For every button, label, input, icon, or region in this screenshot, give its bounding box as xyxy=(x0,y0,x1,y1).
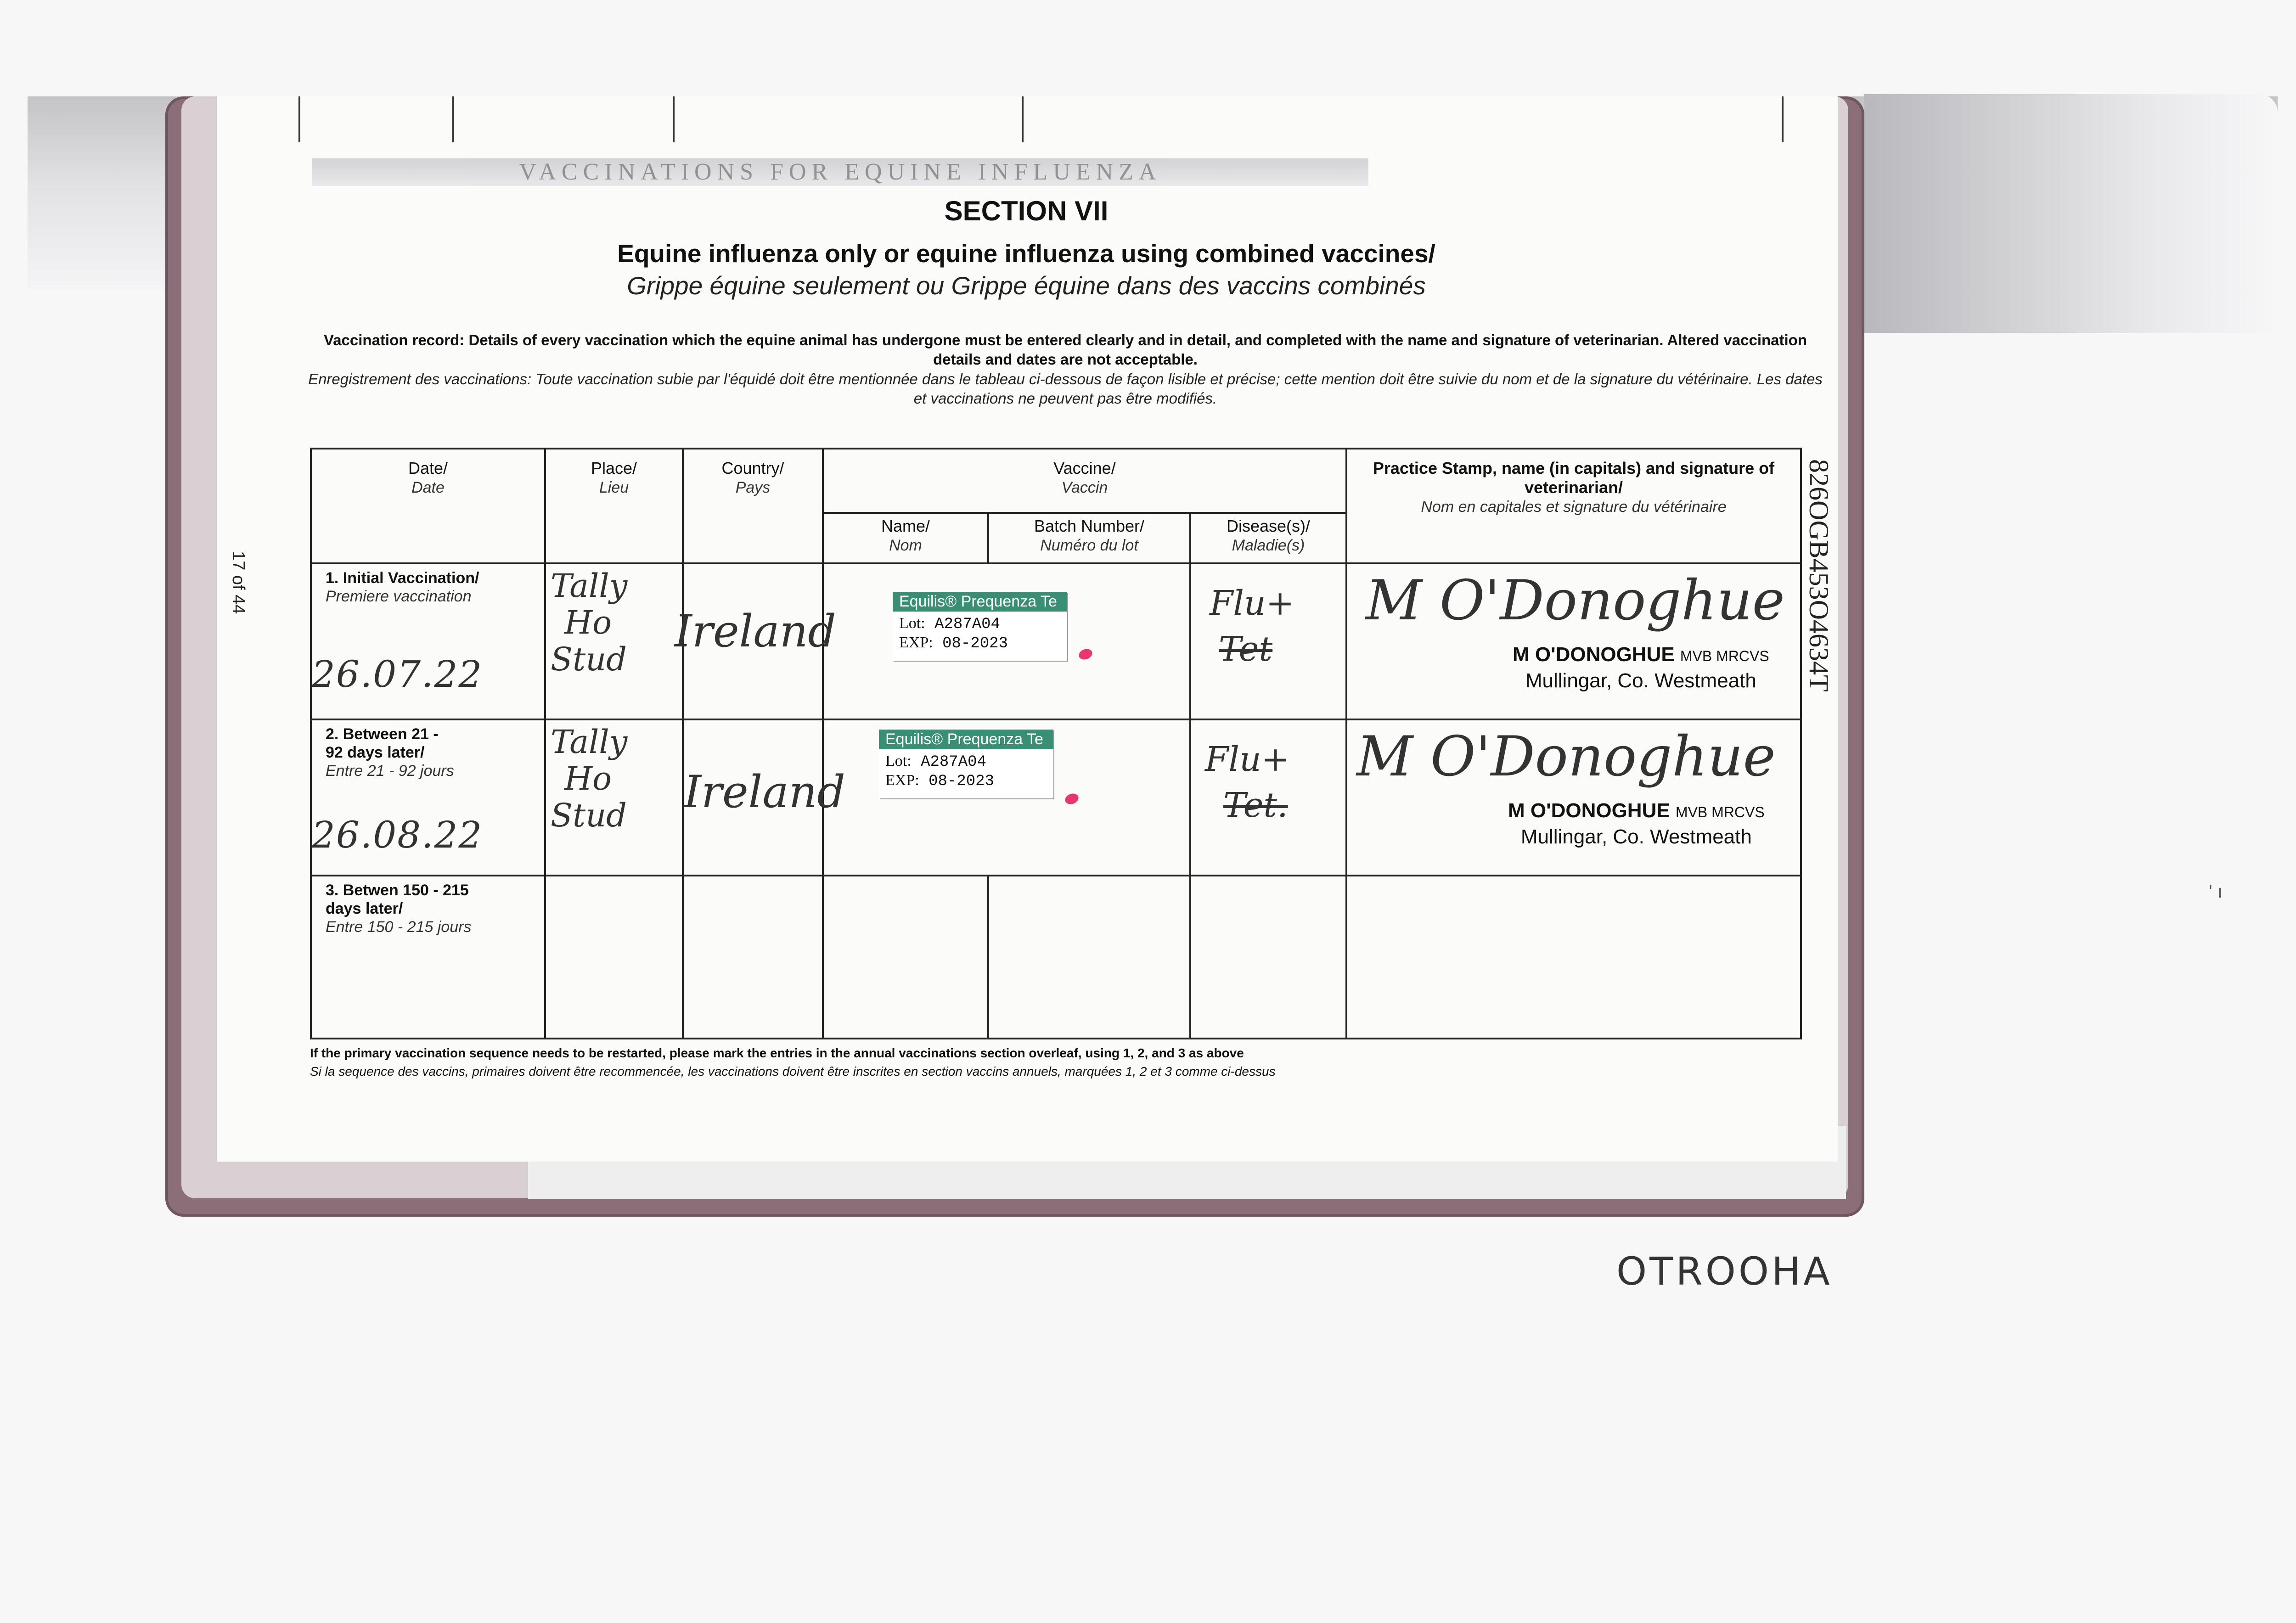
row-label-fr: Entre 21 - 92 jours xyxy=(326,762,454,780)
header-batch xyxy=(988,513,1190,563)
sticker-lot: A287A04 xyxy=(921,753,986,771)
header-disease-en: Disease(s)/ xyxy=(1226,517,1311,535)
stamp-place: Mullingar, Co. Westmeath xyxy=(1520,826,1752,848)
sticker-lot-label: Lot: xyxy=(899,615,925,632)
vaccine-sticker xyxy=(879,730,1053,798)
disease-cell xyxy=(1190,876,1346,1039)
header-name-en: Name/ xyxy=(881,517,930,535)
table-row xyxy=(311,563,1801,719)
vet-stamp xyxy=(1508,798,1765,849)
row-label-fr: Entre 150 - 215 jours xyxy=(326,918,472,936)
vaccination-table xyxy=(310,448,1802,1039)
place-line: Tally xyxy=(551,723,628,761)
sticker-exp: 08-2023 xyxy=(942,635,1008,652)
header-disease xyxy=(1190,513,1346,563)
batch-cell xyxy=(988,876,1190,1039)
header-country-fr: Pays xyxy=(735,479,771,496)
stamp-cell xyxy=(1346,719,1801,876)
faded-banner xyxy=(312,158,1368,186)
header-date-en: Date/ xyxy=(408,459,448,477)
header-disease-fr: Maladie(s) xyxy=(1232,537,1305,554)
faded-banner-text: VACCINATIONS FOR EQUINE INFLUENZA xyxy=(519,159,1162,185)
stamp-name: M O'DONOGHUE xyxy=(1513,643,1675,666)
top-stub-line xyxy=(673,96,675,142)
row-label-fr: Premiere vaccination xyxy=(326,588,472,605)
header-batch-en: Batch Number/ xyxy=(1034,517,1145,535)
place-line: Ho xyxy=(564,604,612,641)
row-label xyxy=(311,563,545,719)
vet-signature: M O'Donoghue xyxy=(1366,569,1785,633)
sticker-lot: A287A04 xyxy=(934,616,1000,633)
date-value: 26.08.22 xyxy=(312,814,483,856)
header-place-fr: Lieu xyxy=(599,479,629,496)
stamp-cell xyxy=(1346,876,1801,1039)
disease-line: Flu+ xyxy=(1210,584,1294,623)
table-row xyxy=(311,719,1801,876)
footer-note-fr: Si la sequence des vaccins, primaires doivent être recommencée, les vaccinations doivent être inscrites en section vaccins annuels, marquées 1, 2 et 3 comme ci-dessus xyxy=(310,1064,1276,1078)
header-vaccine-en: Vaccine/ xyxy=(1053,459,1116,477)
pink-mark xyxy=(1077,647,1094,662)
stamp-name: M O'DONOGHUE xyxy=(1508,799,1670,822)
header-stamp-en: Practice Stamp, name (in capitals) and signature of veterinarian/ xyxy=(1373,459,1775,497)
country-value: Ireland xyxy=(675,606,836,657)
header-country xyxy=(683,449,823,563)
page-title-en: Equine influenza only or equine influenza using combined vaccines/ xyxy=(617,239,1435,268)
header-place xyxy=(545,449,683,563)
header-vaccine xyxy=(823,449,1346,513)
sticker-details xyxy=(893,612,1067,656)
row-label-en: 3. Betwen 150 - 215 days later/ xyxy=(326,882,469,917)
stamp-quals: MVB MRCVS xyxy=(1675,804,1765,820)
row-label-en: 1. Initial Vaccination/ xyxy=(326,569,479,587)
instructions-en: Vaccination record: Details of every vaccination which the equine animal has undergone must be entered clearly and in detail, and completed with the name and signature of veterinarian. Altered vaccination details and dates are not acceptable. xyxy=(324,331,1807,368)
instructions-fr: Enregistrement des vaccinations: Toute vaccination subie par l'équidé doit être mentionnée dans le tableau ci-dessous de façon lisible et précise; cette mention doit être suivie du nom et de la signature du vétérinaire. Les dates et vaccinations ne peuvent pas être modifiés. xyxy=(308,371,1823,407)
country-cell xyxy=(683,719,845,876)
header-vaccine-fr: Vaccin xyxy=(1061,479,1108,496)
top-stub-line xyxy=(452,96,454,142)
disease-cell xyxy=(1190,563,1346,719)
sticker-exp-label: EXP: xyxy=(885,772,919,789)
disease-line: Tet. xyxy=(1223,786,1288,825)
footer-note-en: If the primary vaccination sequence needs to be restarted, please mark the entries in the annual vaccinations section overleaf, using 1, 2, and 3 as above xyxy=(310,1046,1244,1060)
sticker-product: Equilis® Prequenza Te xyxy=(893,592,1067,612)
row-label xyxy=(311,719,545,876)
date-value: 26.07.22 xyxy=(312,653,483,696)
vet-signature: M O'Donoghue xyxy=(1356,725,1776,789)
table-row xyxy=(311,876,1801,1039)
header-date xyxy=(311,449,545,563)
section-title: SECTION VII xyxy=(944,196,1109,226)
sticker-details xyxy=(879,749,1053,793)
place-line: Tally xyxy=(551,567,628,605)
place-cell xyxy=(545,876,683,1039)
country-cell xyxy=(675,563,836,719)
top-stub-line xyxy=(1022,96,1024,142)
page-title-fr: Grippe équine seulement ou Grippe équine dans des vaccins combinés xyxy=(627,271,1426,300)
vaccine-cell xyxy=(823,719,1190,876)
sticker-lot-label: Lot: xyxy=(885,753,912,769)
place-line: Ho xyxy=(564,760,612,797)
header-batch-fr: Numéro du lot xyxy=(1040,537,1138,554)
vaccine-sticker xyxy=(893,592,1067,661)
page-number: 17 of 44 xyxy=(229,551,248,614)
disease-cell xyxy=(1190,719,1346,876)
place-cell xyxy=(545,719,683,876)
stamp-place: Mullingar, Co. Westmeath xyxy=(1525,669,1756,692)
sticker-product: Equilis® Prequenza Te xyxy=(879,730,1053,749)
header-stamp-fr: Nom en capitales et signature du vétérinaire xyxy=(1421,498,1727,516)
header-place-en: Place/ xyxy=(591,459,637,477)
top-stub-line xyxy=(298,96,300,142)
document-id: 826OGB453O4634T xyxy=(1804,459,1834,692)
pink-mark xyxy=(1064,792,1080,806)
place-line: Stud xyxy=(551,797,627,834)
stamp-cell xyxy=(1346,563,1801,719)
row-label-en: 2. Between 21 - 92 days later/ xyxy=(326,725,439,761)
handwritten-reference: OTROOHA xyxy=(1616,1249,1833,1294)
header-country-en: Country/ xyxy=(721,459,784,477)
place-line: Stud xyxy=(551,640,627,678)
disease-line: Tet xyxy=(1219,629,1273,669)
vet-stamp xyxy=(1513,642,1769,693)
scan-shadow-right xyxy=(1864,94,2278,333)
sticker-exp-label: EXP: xyxy=(899,634,933,651)
country-cell xyxy=(683,876,823,1039)
row-label xyxy=(311,876,545,1039)
stamp-quals: MVB MRCVS xyxy=(1680,648,1769,664)
sticker-exp: 08-2023 xyxy=(929,773,994,790)
header-date-fr: Date xyxy=(411,479,445,496)
vaccine-name-cell xyxy=(823,876,988,1039)
vaccine-cell xyxy=(823,563,1190,719)
scan-specks: ' ı xyxy=(2209,882,2223,902)
header-stamp xyxy=(1346,449,1801,563)
header-name xyxy=(823,513,988,563)
place-cell xyxy=(545,563,683,719)
country-value: Ireland xyxy=(684,766,845,818)
top-stub-line xyxy=(1782,96,1784,142)
header-name-fr: Nom xyxy=(889,537,922,554)
disease-line: Flu+ xyxy=(1205,740,1290,779)
